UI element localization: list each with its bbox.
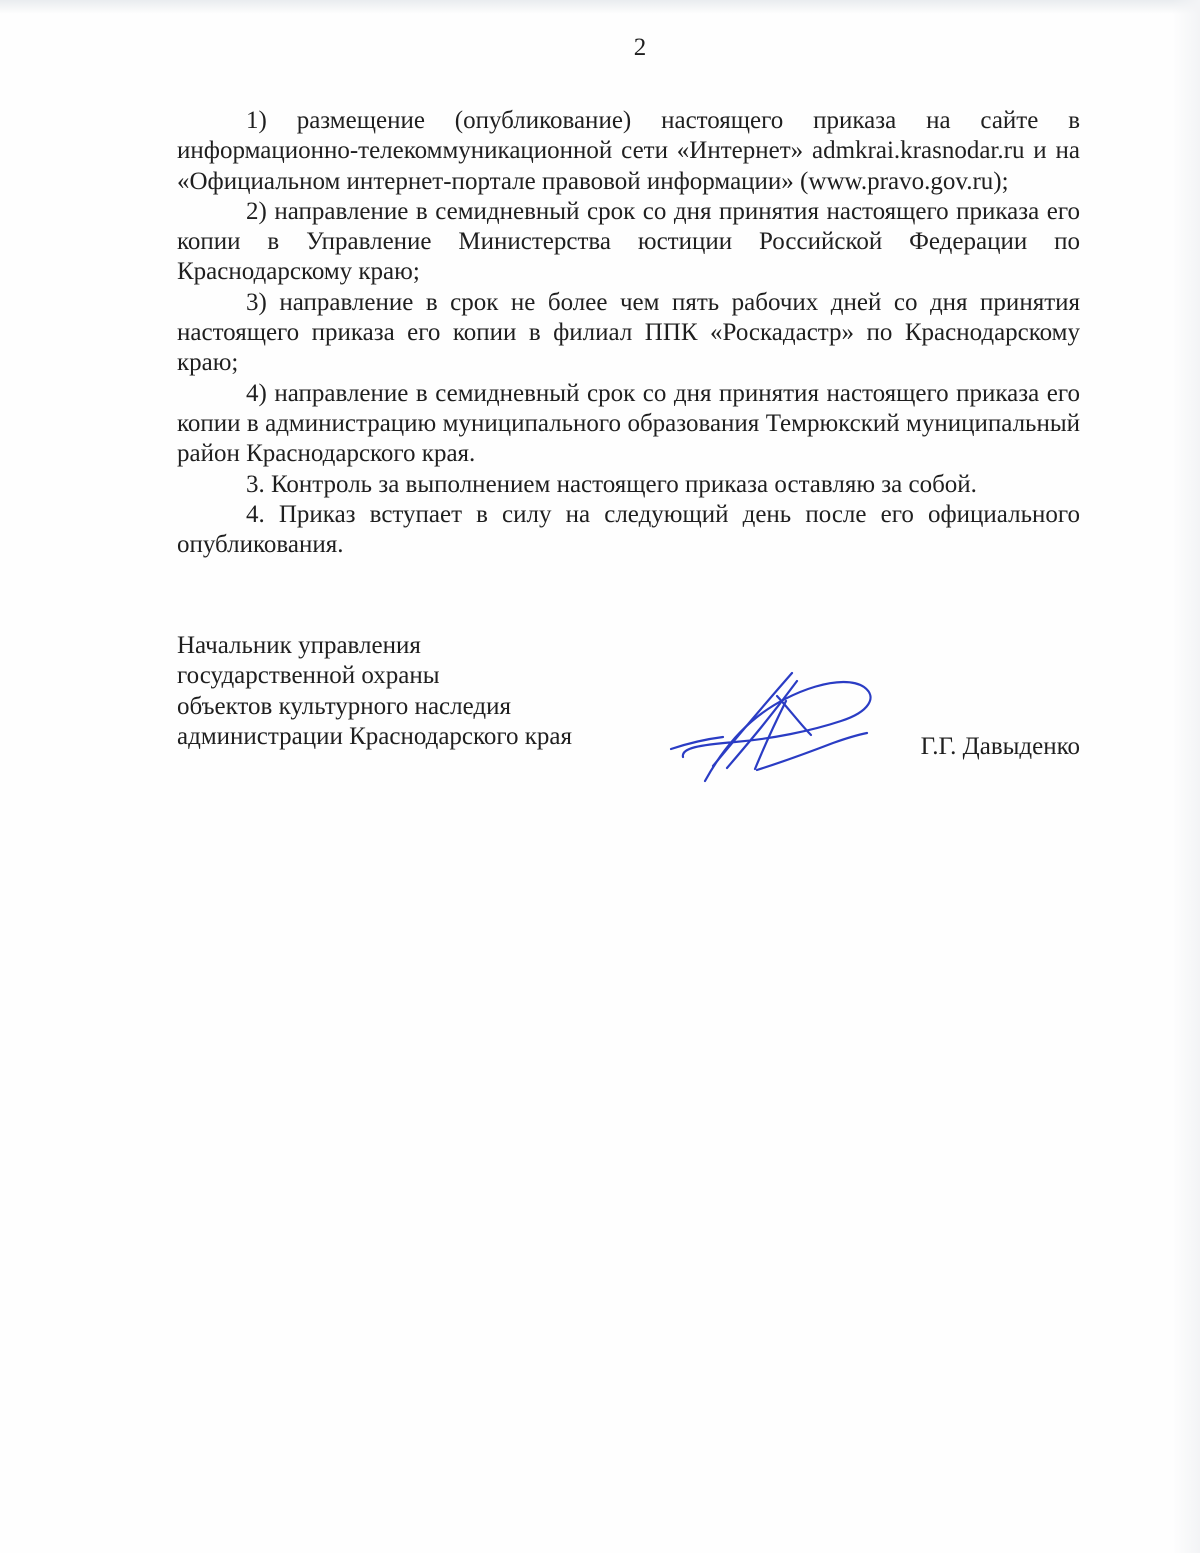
signer-position-line-4: администрации Краснодарского края	[177, 722, 573, 750]
paragraph-clause-3: 3. Контроль за выполнением настоящего приказа оставляю за собой.	[246, 470, 977, 498]
signer-position-line-1: Начальник управления	[177, 632, 421, 659]
page-number: 2	[633, 34, 647, 61]
signer-position-line-3: объектов культурного наследия	[177, 692, 511, 720]
paragraph-clause-4: 4. Приказ вступает в силу на следующий день после его официального опубликования.	[177, 500, 1080, 559]
signer-name: Г.Г. Давыденко	[920, 733, 1080, 760]
scan-edge-right	[1172, 0, 1200, 1553]
handwritten-signature-icon	[661, 651, 881, 801]
document-body	[177, 106, 1080, 560]
paragraph-item-4: 4) направление в семидневный срок со дня принятия настоящего приказа его копии в администрацию муниципального образования Темрюкский муниципальный район Краснодарского края.	[177, 379, 1080, 468]
paragraph-item-2: 2) направление в семидневный срок со дня принятия настоящего приказа его копии в Управление Министерства юстиции Российской Федерации по Краснодарскому краю;	[177, 197, 1080, 286]
signer-position-line-2: государственной охраны	[177, 662, 440, 690]
paragraph-item-3: 3) направление в срок не более чем пять рабочих дней со дня принятия настоящего приказа его копии в филиал ППК «Роскадастр» по Краснодарскому краю;	[177, 288, 1080, 377]
paragraph-item-1: 1) размещение (опубликование) настоящего приказа на сайте в информационно-телекоммуникационной сети «Интернет» admkrai.krasnodar.ru и на «Официальном интернет-портале правовой информации» (www.pravo.gov.ru);	[177, 107, 1080, 195]
signature-block	[177, 631, 1080, 791]
scan-edge-top	[0, 0, 1200, 14]
